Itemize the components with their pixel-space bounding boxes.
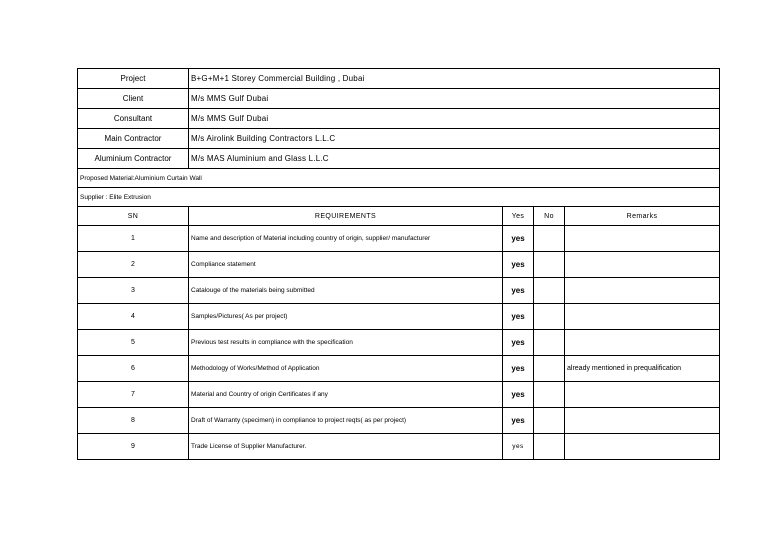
row-remarks: [565, 434, 720, 460]
row-no: [534, 434, 565, 460]
supplier-row: [78, 188, 720, 207]
table-row: [78, 382, 720, 408]
consultant-label: Consultant: [78, 109, 189, 129]
main-contractor-value: M/s Airolink Building Contractors L.L.C: [189, 129, 720, 149]
row-no: [534, 356, 565, 382]
row-yes: yes: [503, 382, 534, 408]
header-section: [78, 69, 720, 226]
consultant-row: [78, 109, 720, 129]
submittal-table: [77, 68, 720, 460]
row-yes: yes: [503, 408, 534, 434]
row-requirement: Draft of Warranty (specimen) in compliance to project reqts( as per project): [189, 408, 503, 434]
row-requirement: Methodology of Works/Method of Application: [189, 356, 503, 382]
row-no: [534, 304, 565, 330]
table-row: [78, 408, 720, 434]
row-sn: 9: [78, 434, 189, 460]
row-sn: 8: [78, 408, 189, 434]
requirements-body: [78, 226, 720, 460]
yes-header: Yes: [503, 207, 534, 226]
row-requirement: Compliance statement: [189, 252, 503, 278]
table-row: [78, 252, 720, 278]
table-row: [78, 304, 720, 330]
row-sn: 1: [78, 226, 189, 252]
row-requirement: Trade License of Supplier Manufacturer.: [189, 434, 503, 460]
project-label: Project: [78, 69, 189, 89]
row-sn: 7: [78, 382, 189, 408]
row-sn: 5: [78, 330, 189, 356]
main-contractor-row: [78, 129, 720, 149]
row-remarks: [565, 278, 720, 304]
row-sn: 2: [78, 252, 189, 278]
aluminium-contractor-row: [78, 149, 720, 169]
table-row: [78, 278, 720, 304]
row-no: [534, 278, 565, 304]
aluminium-contractor-label: Aluminium Contractor: [78, 149, 189, 169]
row-yes: yes: [503, 356, 534, 382]
row-no: [534, 252, 565, 278]
client-value: M/s MMS Gulf Dubai: [189, 89, 720, 109]
row-requirement: Catalouge of the materials being submitted: [189, 278, 503, 304]
row-no: [534, 408, 565, 434]
proposed-material-row: [78, 169, 720, 188]
row-no: [534, 382, 565, 408]
row-sn: 3: [78, 278, 189, 304]
client-row: [78, 89, 720, 109]
row-yes: yes: [503, 252, 534, 278]
project-row: [78, 69, 720, 89]
consultant-value: M/s MMS Gulf Dubai: [189, 109, 720, 129]
row-sn: 4: [78, 304, 189, 330]
row-requirement: Samples/Pictures( As per project): [189, 304, 503, 330]
requirements-header: REQUIREMENTS: [189, 207, 503, 226]
row-remarks: [565, 408, 720, 434]
submittal-sheet: [77, 68, 719, 460]
remarks-header: Remarks: [565, 207, 720, 226]
row-requirement: Previous test results in compliance with the specification: [189, 330, 503, 356]
row-requirement: Name and description of Material including country of origin, supplier/ manufacturer: [189, 226, 503, 252]
row-yes: yes: [503, 434, 534, 460]
client-label: Client: [78, 89, 189, 109]
row-yes: yes: [503, 278, 534, 304]
column-header-row: [78, 207, 720, 226]
row-no: [534, 330, 565, 356]
row-yes: yes: [503, 226, 534, 252]
aluminium-contractor-value: M/s MAS Aluminium and Glass L.L.C: [189, 149, 720, 169]
table-row: [78, 434, 720, 460]
row-remarks: [565, 226, 720, 252]
row-remarks: [565, 382, 720, 408]
row-yes: yes: [503, 330, 534, 356]
table-row: [78, 226, 720, 252]
row-yes: yes: [503, 304, 534, 330]
row-no: [534, 226, 565, 252]
row-remarks: already mentioned in prequalification: [565, 356, 720, 382]
proposed-material: Proposed Material:Aluminium Curtain Wall: [78, 169, 720, 188]
no-header: No: [534, 207, 565, 226]
table-row: [78, 330, 720, 356]
row-requirement: Material and Country of origin Certificates if any: [189, 382, 503, 408]
row-remarks: [565, 330, 720, 356]
row-sn: 6: [78, 356, 189, 382]
row-remarks: [565, 252, 720, 278]
project-value: B+G+M+1 Storey Commercial Building , Dubai: [189, 69, 720, 89]
row-remarks: [565, 304, 720, 330]
table-row: [78, 356, 720, 382]
supplier: Supplier : Elite Extrusion: [78, 188, 720, 207]
main-contractor-label: Main Contractor: [78, 129, 189, 149]
sn-header: SN: [78, 207, 189, 226]
